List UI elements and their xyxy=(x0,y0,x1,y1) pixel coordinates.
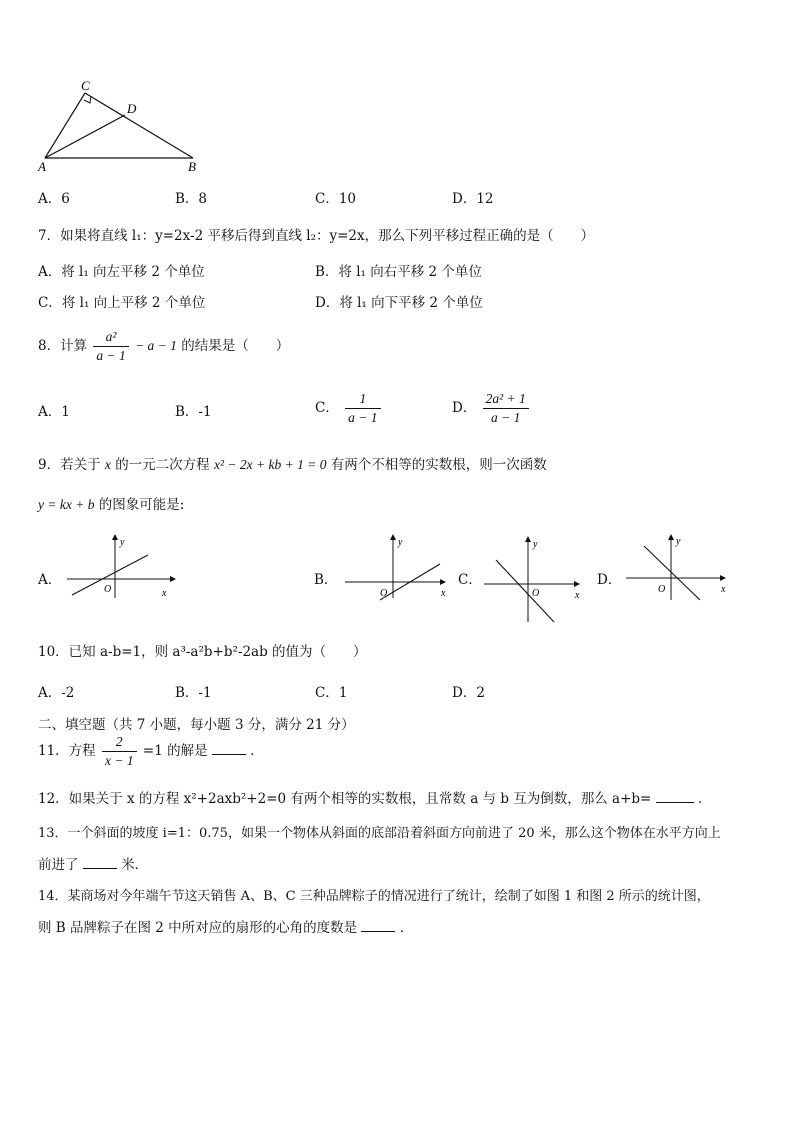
q8-option-c-num: 1 xyxy=(345,390,380,409)
q8-option-c-fraction xyxy=(345,390,380,427)
q14-line2-prefix: 则 B 品牌粽子在图 2 中所对应的扇形的心角的度数是 xyxy=(38,920,358,936)
q9-function: y = kx + b xyxy=(38,497,95,512)
q11 xyxy=(38,733,264,770)
q12-answer-blank[interactable] xyxy=(656,788,694,803)
q10-option-c[interactable]: C．1 xyxy=(315,685,348,701)
q8-fraction xyxy=(93,328,128,365)
q13-line2 xyxy=(38,853,148,873)
q9-d-origin: O xyxy=(658,584,666,595)
q9-stem-4: 的图象可能是: xyxy=(98,497,185,513)
q9-b-y-label: y xyxy=(398,537,403,548)
q8-option-c[interactable] xyxy=(315,390,383,427)
q8-option-c-den: a − 1 xyxy=(348,410,378,425)
q8-option-c-label: C． xyxy=(315,400,339,416)
q8-tail: − a − 1 xyxy=(135,338,177,353)
vertex-label-b: B xyxy=(188,159,196,174)
q11-end: ． xyxy=(250,743,264,759)
q9-var-x: x xyxy=(104,457,111,472)
q9-d-x-label: x xyxy=(721,584,726,595)
q7-option-c[interactable]: C．将 l₁ 向上平移 2 个单位 xyxy=(38,295,206,311)
q9-d-y-label: y xyxy=(676,536,681,547)
vertex-label-d: D xyxy=(127,101,137,116)
q8-stem xyxy=(38,328,289,365)
q11-frac-num: 2 xyxy=(102,733,137,752)
q14-line1: 14．某商场对今年端午节这天销售 A、B、C 三种品牌粽子的情况进行了统计，绘制了如图 1 和图 2 所示的统计图， xyxy=(38,889,710,904)
q9-graph-d[interactable] xyxy=(624,532,734,602)
q11-answer-blank[interactable] xyxy=(212,740,246,755)
q9-stem xyxy=(38,453,547,473)
q9-option-b-label[interactable]: B． xyxy=(314,572,338,588)
q6-option-a[interactable]: A．6 xyxy=(38,191,70,207)
q12-end: ． xyxy=(697,791,712,807)
q11-prefix: 11．方程 xyxy=(38,743,96,759)
q12-text: 12．如果关于 x 的方程 x²+2axb²+2=0 有两个相等的实数根，且常数 a 与 b 互为倒数，那么 a+b= xyxy=(38,791,652,807)
q8-suffix: 的结果是（ ） xyxy=(181,338,290,354)
q9-c-x-label: x xyxy=(575,590,580,601)
q13-line2-suffix: 米． xyxy=(121,857,149,873)
q9-a-x-label: x xyxy=(162,588,167,599)
q9-stem-2: 的一元二次方程 xyxy=(115,457,210,473)
q9-c-y-label: y xyxy=(533,539,538,550)
q14-line2-suffix: ． xyxy=(399,920,414,936)
q8-prefix: 8．计算 xyxy=(38,338,88,354)
q8-option-d-den: a − 1 xyxy=(491,410,521,425)
q8-frac-den: a − 1 xyxy=(96,348,126,363)
q9-stem-1: 9．若关于 xyxy=(38,457,101,473)
q9-c-origin: O xyxy=(532,588,540,599)
q10-option-a[interactable]: A．-2 xyxy=(38,685,75,701)
q13-line2-prefix: 前进了 xyxy=(38,857,79,873)
q8-frac-num: a² xyxy=(93,328,128,347)
q10-option-b[interactable]: B．-1 xyxy=(175,685,212,701)
q9-stem-3: 有两个不相等的实数根，则一次函数 xyxy=(330,457,547,473)
q9-b-x-label: x xyxy=(441,588,446,599)
vertex-label-a: A xyxy=(38,159,46,174)
q11-suffix: =1 的解是 xyxy=(142,743,208,759)
q9-equation: x² − 2x + kb + 1 = 0 xyxy=(213,457,327,472)
q8-option-a[interactable]: A．1 xyxy=(38,404,70,420)
q9-graph-b[interactable] xyxy=(340,532,455,602)
q9-option-c-label[interactable]: C． xyxy=(458,572,482,588)
q9-graph-c[interactable] xyxy=(482,532,587,624)
vertex-label-c: C xyxy=(81,78,90,93)
q14-line2 xyxy=(38,916,413,936)
q7-stem: 7．如果将直线 l₁：y=2x-2 平移后得到直线 l₂：y=2x，那么下列平移过程正确的是（ ） xyxy=(38,228,595,244)
q10-stem: 10．已知 a-b=1，则 a³-a²b+b²-2ab 的值为（ ） xyxy=(38,644,367,660)
triangle-figure xyxy=(30,78,210,176)
q9-option-a-label[interactable]: A． xyxy=(38,572,62,588)
q11-fraction xyxy=(102,733,137,770)
q10-option-d[interactable]: D．2 xyxy=(452,685,485,701)
q7-option-d[interactable]: D．将 l₁ 向下平移 2 个单位 xyxy=(315,295,483,311)
q8-option-d-num: 2a² + 1 xyxy=(483,390,529,409)
q13-line1: 13．一个斜面的坡度 i=1：0.75，如果一个物体从斜面的底部沿着斜面方向前进了 20 米，那么这个物体在水平方向上 xyxy=(38,826,721,841)
section-2-heading: 二、填空题（共 7 小题，每小题 3 分，满分 21 分） xyxy=(38,717,355,733)
q9-a-origin: O xyxy=(104,584,112,595)
q13-answer-blank[interactable] xyxy=(83,854,117,869)
q8-option-d[interactable] xyxy=(452,390,531,427)
q9-a-y-label: y xyxy=(120,537,125,548)
q14-answer-blank[interactable] xyxy=(361,917,395,932)
q8-option-d-fraction xyxy=(483,390,529,427)
q11-frac-den: x − 1 xyxy=(104,753,134,768)
q8-option-d-label: D． xyxy=(452,400,477,416)
q7-option-a[interactable]: A．将 l₁ 向左平移 2 个单位 xyxy=(38,264,205,280)
q9-graph-a[interactable] xyxy=(62,532,180,602)
q8-option-b[interactable]: B．-1 xyxy=(175,404,212,420)
q9-option-d-label[interactable]: D． xyxy=(597,572,622,588)
q6-option-b[interactable]: B．8 xyxy=(175,191,208,207)
q6-option-d[interactable]: D．12 xyxy=(452,191,494,207)
q6-option-c[interactable]: C．10 xyxy=(315,191,357,207)
q9-b-origin: O xyxy=(380,588,388,599)
q12 xyxy=(38,787,711,807)
q7-option-b[interactable]: B．将 l₁ 向右平移 2 个单位 xyxy=(315,264,482,280)
q9-stem-line2 xyxy=(38,493,184,513)
